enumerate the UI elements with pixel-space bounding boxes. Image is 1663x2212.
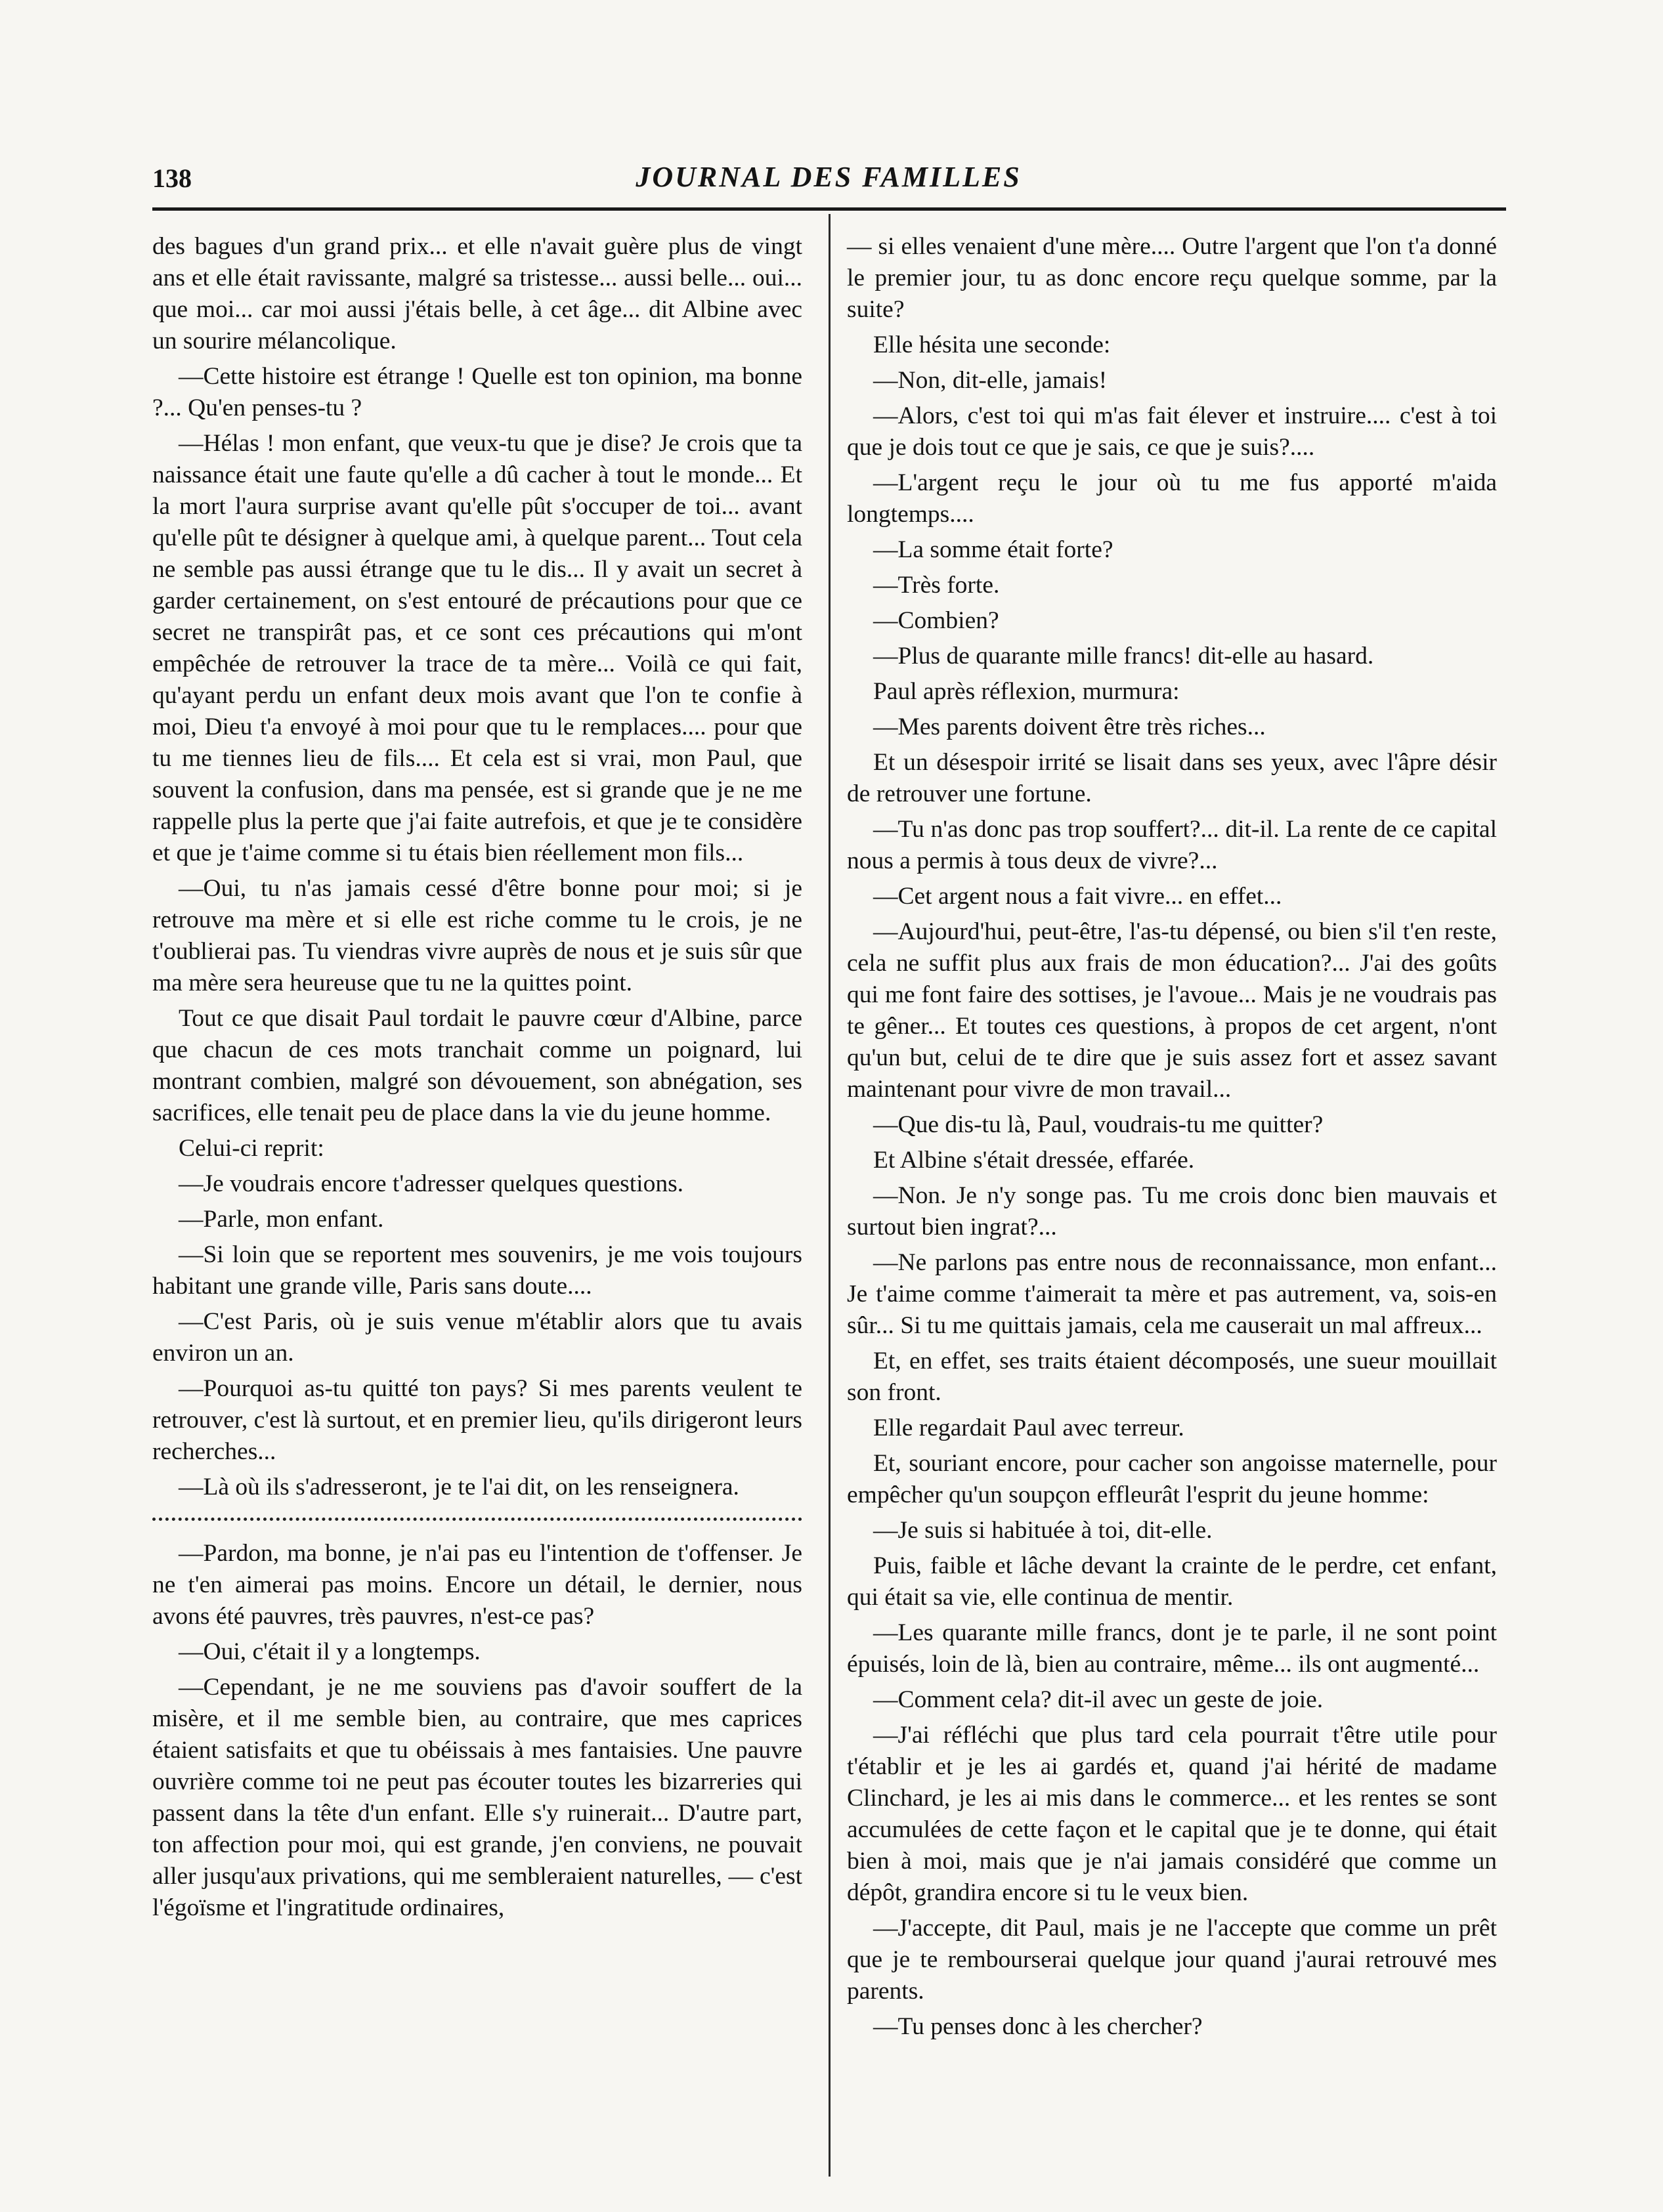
paragraph: —Je suis si habituée à toi, dit-elle. [873, 1517, 1213, 1544]
paragraph: —J'accepte, dit Paul, mais je ne l'accepte que comme un prêt que je te rembourserai quelque jour quand j'aurai retrouvé mes parents. [847, 1915, 1497, 2005]
paragraph: Et, souriant encore, pour cacher son angoisse maternelle, pour empêcher qu'un soupçon effleurât l'esprit du jeune homme: [847, 1450, 1497, 1508]
paragraph: —Combien? [873, 607, 999, 634]
paragraph: —Ne parlons pas entre nous de reconnaissance, mon enfant... Je t'aime comme t'aimerait ta mère et pas autrement, va, sois-en sûr... Si tu me quittais jamais, cela me causerait un mal affreux... [847, 1249, 1497, 1339]
paragraph: —Pourquoi as-tu quitté ton pays? Si mes parents veulent te retrouver, c'est là surtout, et en premier lieu, qu'ils dirigeront leurs recherches... [152, 1375, 802, 1465]
column-divider [829, 214, 831, 2177]
page-number: 138 [152, 163, 192, 193]
paragraph: Paul après réflexion, murmura: [873, 678, 1180, 705]
paragraph: —Parle, mon enfant. [179, 1206, 384, 1233]
paragraph: Celui-ci reprit: [179, 1135, 324, 1162]
paragraph: —Les quarante mille francs, dont je te parle, il ne sont point épuisés, loin de là, bien au contraire, même... ils ont augmenté... [847, 1619, 1497, 1678]
paragraph: Tout ce que disait Paul tordait le pauvre cœur d'Albine, parce que chacun de ces mots tranchait comme un poignard, lui montrant combien, malgré son dévouement, son abnégation, ses sacrifices, elle tenait peu de place dans la vie du jeune homme. [152, 1005, 802, 1126]
paragraph: des bagues d'un grand prix... et elle n'avait guère plus de vingt ans et elle était ravissante, malgré sa tristesse... aussi belle... oui... que moi... car moi aussi j'étais belle, à cet âge... dit Albine avec un sourire mélancolique. [152, 233, 802, 354]
paragraph: —Comment cela? dit-il avec un geste de joie. [873, 1686, 1324, 1713]
paragraph: — si elles venaient d'une mère.... Outre l'argent que l'on t'a donné le premier jour, tu as donc encore reçu quelque somme, par la suite? [847, 233, 1497, 323]
paragraph: Elle regardait Paul avec terreur. [873, 1414, 1184, 1441]
paragraph: —Je voudrais encore t'adresser quelques questions. [179, 1170, 684, 1197]
paragraph: —L'argent reçu le jour où tu me fus apporté m'aida longtemps.... [847, 469, 1497, 528]
paragraph: —Que dis-tu là, Paul, voudrais-tu me quitter? [873, 1111, 1324, 1138]
paragraph: —Cet argent nous a fait vivre... en effet... [873, 883, 1282, 910]
paragraph: —Tu penses donc à les chercher? [873, 2013, 1203, 2040]
dotted-separator [152, 1518, 802, 1521]
paragraph: —Aujourd'hui, peut-être, l'as-tu dépensé, ou bien s'il t'en reste, cela ne suffit plus aux frais de mon éducation?... J'ai des goûts qui me font faire des sottises, je l'avoue... Mais je ne voudrais pas te gêner... Et toutes ces questions, à propos de cet argent, n'ont qu'un but, celui de te dire que je suis assez fort et assez savant maintenant pour vivre de mon travail... [847, 918, 1497, 1103]
paragraph: —Tu n'as donc pas trop souffert?... dit-il. La rente de ce capital nous a permis à tous deux de vivre?... [847, 816, 1497, 874]
left-column [152, 231, 802, 1928]
right-column [847, 231, 1497, 2047]
paragraph: —Cette histoire est étrange ! Quelle est ton opinion, ma bonne ?... Qu'en penses-tu ? [152, 363, 802, 421]
paragraph: —Si loin que se reportent mes souvenirs, je me vois toujours habitant une grande ville, Paris sans doute.... [152, 1241, 802, 1300]
paragraph: —Alors, c'est toi qui m'as fait élever et instruire.... c'est à toi que je dois tout ce que je sais, ce que je suis?.... [847, 402, 1497, 461]
paragraph: —Hélas ! mon enfant, que veux-tu que je dise? Je crois que ta naissance était une faute qu'elle a dû cacher à tout le monde... Et la mort l'aura surprise avant qu'elle pût s'occuper de toi... avant qu'elle pût te désigner à quelque ami, à quelque parent... Tout cela ne semble pas aussi étrange que tu le dis... Il y avait un secret à garder certainement, on s'est entouré de précautions pour que ce secret ne transpirât pas, et ce sont ces précautions qui m'ont empêchée de retrouver la trace de ta mère... Voilà ce qui fait, qu'ayant perdu un enfant deux mois avant que l'on te confie à moi, Dieu t'a envoyé à moi pour que tu le remplaces.... pour que tu me tiennes lieu de fils.... Et cela est si vrai, mon Paul, que souvent la confusion, dans ma pensée, est si grande que je ne me rappelle plus la perte que j'ai faite autrefois, et que je te considère et que je t'aime comme si tu étais bien réellement mon fils... [152, 430, 802, 866]
paragraph: —La somme était forte? [873, 536, 1113, 563]
paragraph: Puis, faible et lâche devant la crainte de le perdre, cet enfant, qui était sa vie, elle continua de mentir. [847, 1552, 1497, 1611]
paragraph: Elle hésita une seconde: [873, 331, 1111, 358]
page-header [152, 156, 1505, 202]
running-title: JOURNAL DES FAMILLES [636, 161, 1022, 193]
header-rule [152, 207, 1506, 211]
paragraph: —Là où ils s'adresseront, je te l'ai dit, on les renseignera. [179, 1474, 739, 1500]
paragraph: Et, en effet, ses traits étaient décomposés, une sueur mouillait son front. [847, 1348, 1497, 1406]
paragraph: —Mes parents doivent être très riches... [873, 713, 1266, 740]
paragraph: —Non, dit-elle, jamais! [873, 367, 1108, 394]
paragraph: Et Albine s'était dressée, effarée. [873, 1147, 1195, 1174]
paragraph: —J'ai réfléchi que plus tard cela pourrait t'être utile pour t'établir et je les ai gardés et, quand j'ai hérité de madame Clinchard, je les ai mis dans le commerce... et les rentes se sont accumulées de cette façon et le capital que je te donne, qui était bien à moi, mais que je n'ai jamais considéré que comme un dépôt, grandira encore si tu le veux bien. [847, 1722, 1497, 1906]
paragraph: —Cependant, je ne me souviens pas d'avoir souffert de la misère, et il me semble bien, au contraire, que mes caprices étaient satisfaits et que tu obéissais à mes fantaisies. Une pauvre ouvrière comme toi ne peut pas écouter toutes les bizarreries qui passent dans la tête d'un enfant. Elle s'y ruinerait... D'autre part, ton affection pour moi, qui est grande, j'en conviens, ne pouvait aller jusqu'aux privations, qui me sembleraient naturelles, — c'est l'égoïsme et l'ingratitude ordinaires, [152, 1674, 802, 1921]
paragraph: —Plus de quarante mille francs! dit-elle au hasard. [873, 643, 1374, 670]
paragraph: —Non. Je n'y songe pas. Tu me crois donc bien mauvais et surtout bien ingrat?... [847, 1182, 1497, 1241]
paragraph: —Très forte. [873, 572, 1000, 599]
paragraph: —Oui, tu n'as jamais cessé d'être bonne pour moi; si je retrouve ma mère et si elle est riche comme tu le crois, je ne t'oublierai pas. Tu viendras vivre auprès de nous et je suis sûr que ma mère sera heureuse que tu ne la quittes point. [152, 875, 802, 996]
paragraph: Et un désespoir irrité se lisait dans ses yeux, avec l'âpre désir de retrouver une fortune. [847, 749, 1497, 807]
paragraph: —Oui, c'était il y a longtemps. [179, 1638, 481, 1665]
paragraph: —Pardon, ma bonne, je n'ai pas eu l'intention de t'offenser. Je ne t'en aimerai pas moins. Encore un détail, le dernier, nous avons été pauvres, très pauvres, n'est-ce pas? [152, 1540, 802, 1630]
paragraph: —C'est Paris, où je suis venue m'établir alors que tu avais environ un an. [152, 1308, 802, 1367]
